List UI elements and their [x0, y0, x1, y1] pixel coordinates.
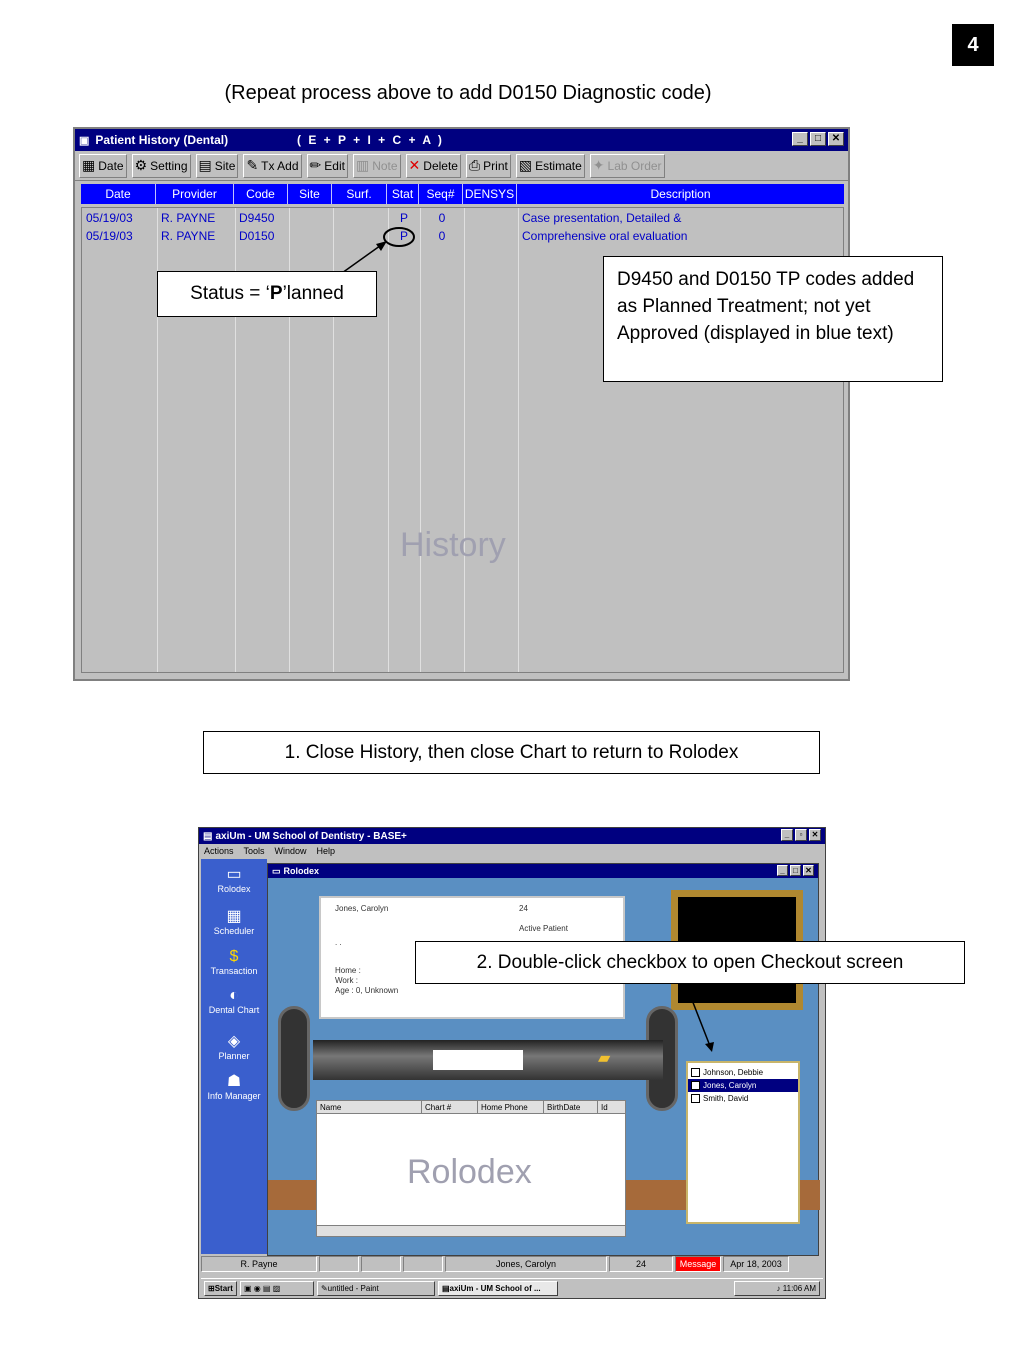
history-toolbar	[75, 151, 848, 181]
sidebar-item-planner[interactable]: ◈ Planner	[201, 1031, 267, 1061]
delete-button[interactable]: ✕ Delete	[406, 154, 461, 178]
sidebar-item-info-manager[interactable]: ☗ Info Manager	[201, 1071, 267, 1101]
edit-button[interactable]: ✏ Edit	[307, 154, 348, 178]
rolodex-window	[267, 863, 819, 1256]
print-button[interactable]: ⎙ Print	[466, 154, 511, 178]
minimize-button[interactable]: _	[792, 132, 808, 146]
cell-seq: 0	[438, 229, 446, 243]
history-formula: ( E + P + I + C + A )	[297, 133, 444, 147]
arrow-line	[685, 982, 710, 1046]
arrow-head	[376, 241, 387, 251]
patient-list	[316, 1100, 626, 1237]
axium-title: axiUm - UM School of Dentistry - BASE+	[215, 830, 407, 842]
folder-icon[interactable]: ▰	[598, 1050, 611, 1067]
cell-code: D9450	[239, 211, 275, 225]
paint-icon: ✎	[320, 1283, 328, 1293]
taskbar-paint[interactable]: ✎untitled - Paint	[317, 1281, 435, 1296]
card-chart-number: 24	[519, 904, 528, 913]
lab-order-button[interactable]: ✦ Lab Order	[590, 154, 665, 178]
history-watermark: History	[400, 526, 506, 564]
name-item-smith[interactable]: Smith, David	[688, 1092, 798, 1105]
calendar-icon: ▦	[82, 157, 96, 173]
menu-actions[interactable]: Actions	[204, 846, 234, 856]
status-message-badge[interactable]: Message	[675, 1256, 721, 1272]
card-patient-status: Active Patient	[519, 924, 568, 933]
card-age: Age : 0, Unknown	[335, 986, 399, 995]
cell-seq: 0	[438, 211, 446, 225]
checkbox-icon[interactable]	[691, 1094, 700, 1103]
status-patient: Jones, Carolyn	[445, 1256, 607, 1272]
axium-window	[198, 827, 826, 1299]
cell-description: Comprehensive oral evaluation	[522, 229, 688, 243]
sidebar-item-scheduler[interactable]: ▦ Scheduler	[201, 906, 267, 936]
column-header-seq[interactable]: Seq#	[419, 184, 463, 204]
tp-codes-callout: D9450 and D0150 TP codes added as Planned Treatment; not yet Approved (displayed in blue text)	[603, 256, 943, 382]
rolodex-left-wheel	[278, 1006, 310, 1111]
axium-app-icon: ▤	[203, 830, 213, 842]
column-header-code[interactable]: Code	[234, 184, 288, 204]
status-date: Apr 18, 2003	[723, 1256, 789, 1272]
cell-date: 05/19/03	[86, 211, 133, 225]
planner-icon: ◈	[227, 1033, 241, 1050]
horizontal-scrollbar[interactable]	[317, 1225, 625, 1236]
rolodex-window-icon: ▭	[272, 865, 281, 876]
status-chart-number: 24	[609, 1256, 673, 1272]
history-grid-header	[81, 184, 844, 204]
cell-date: 05/19/03	[86, 229, 133, 243]
patient-list-header	[317, 1101, 625, 1114]
system-tray	[734, 1281, 820, 1296]
tx-add-button[interactable]: ✎ Tx Add	[243, 154, 301, 178]
status-highlight-circle	[384, 228, 414, 246]
cell-densys	[464, 229, 518, 247]
status-provider: R. Payne	[201, 1256, 317, 1272]
quick-launch-icons[interactable]: ▣ ◉ ▤ ▨	[240, 1281, 314, 1296]
taskbar-axium[interactable]: ▤axiUm - UM School of ...	[438, 1281, 558, 1296]
status-callout: Status = ‘ P ’lanned	[157, 271, 377, 317]
minimize-button[interactable]: _	[777, 865, 788, 876]
column-header-site[interactable]: Site	[288, 184, 332, 204]
column-header-provider[interactable]: Provider	[156, 184, 234, 204]
rolodex-title-bar	[268, 864, 818, 878]
column-header-surf[interactable]: Surf.	[332, 184, 387, 204]
site-icon: ▤	[198, 157, 212, 173]
sidebar-item-dental-chart[interactable]: ◐ Dental Chart	[201, 987, 267, 1015]
taskbar-clock: 11:06 AM	[782, 1283, 816, 1293]
delete-x-icon: ✕	[408, 157, 421, 173]
card-patient-name: Jones, Carolyn	[335, 904, 389, 913]
column-header-description[interactable]: Description	[650, 187, 711, 201]
axium-title-bar	[199, 828, 825, 844]
date-button[interactable]: ▦ Date	[79, 154, 127, 178]
column-header-densys[interactable]: DENSYS	[463, 184, 517, 204]
scheduler-icon: ▦	[226, 908, 242, 925]
rolodex-watermark: Rolodex	[407, 1153, 532, 1191]
rolodex-title: Rolodex	[283, 866, 320, 876]
speaker-icon[interactable]: ♪	[776, 1283, 783, 1293]
arrow-head	[705, 1042, 714, 1052]
tooth-add-icon: ✎	[246, 157, 259, 173]
step1-callout: 1. Close History, then close Chart to return to Rolodex	[203, 731, 820, 774]
cell-code: D0150	[239, 229, 275, 243]
column-header-date[interactable]: Date	[81, 184, 156, 204]
card-work-phone: Work :	[335, 976, 358, 985]
history-title: Patient History (Dental)	[95, 133, 229, 147]
patient-name-box	[686, 1061, 800, 1224]
card-home-phone: Home :	[335, 966, 361, 975]
close-button[interactable]: ✕	[809, 829, 821, 841]
estimate-icon: ▧	[518, 157, 533, 173]
instruction-heading: (Repeat process above to add D0150 Diagnostic code)	[224, 82, 712, 104]
history-row-2[interactable]	[82, 229, 838, 247]
windows-taskbar	[201, 1278, 823, 1297]
history-row-1[interactable]	[82, 211, 838, 229]
rolodex-rod	[313, 1040, 663, 1080]
checkbox-icon[interactable]	[691, 1081, 700, 1090]
cell-description: Case presentation, Detailed &	[522, 211, 682, 225]
list-header-chart[interactable]: Chart #	[422, 1101, 478, 1113]
axium-status-bar	[201, 1256, 823, 1272]
list-header-birthdate[interactable]: BirthDate	[544, 1101, 598, 1113]
sidebar-item-rolodex[interactable]: ▭ Rolodex	[201, 864, 267, 894]
maximize-button[interactable]: □	[810, 132, 826, 146]
axium-sidebar	[201, 859, 267, 1254]
axium-taskbar-icon: ▤	[441, 1283, 450, 1293]
name-item-johnson[interactable]: Johnson, Debbie	[688, 1066, 798, 1079]
column-header-stat[interactable]: Stat	[387, 184, 419, 204]
start-button[interactable]: ⊞Start	[204, 1281, 237, 1296]
rolodex-icon: ▭	[226, 866, 242, 883]
lab-order-icon: ✦	[592, 157, 605, 173]
menu-tools[interactable]: Tools	[243, 846, 265, 856]
history-title-bar	[75, 129, 848, 151]
checkbox-arrow	[680, 980, 720, 1060]
step2-callout: 2. Double-click checkbox to open Checkout screen	[415, 941, 965, 984]
checkbox-icon[interactable]	[691, 1068, 700, 1077]
menu-help[interactable]: Help	[316, 846, 336, 856]
cell-provider: R. PAYNE	[161, 211, 216, 225]
arrow-line	[342, 243, 384, 273]
card-address: . .	[335, 938, 342, 947]
name-item-jones[interactable]: Jones, Carolyn	[688, 1079, 798, 1092]
note-button[interactable]: ▥ Note	[353, 154, 401, 178]
maximize-button[interactable]: □	[790, 865, 801, 876]
list-header-name[interactable]: Name	[317, 1101, 422, 1113]
menu-window[interactable]: Window	[274, 846, 307, 856]
sidebar-item-transaction[interactable]: $ Transaction	[201, 948, 267, 976]
minimize-button[interactable]: _	[781, 829, 793, 841]
close-button[interactable]: ✕	[828, 132, 844, 146]
restore-button[interactable]: ▫	[795, 829, 807, 841]
list-header-home-phone[interactable]: Home Phone	[478, 1101, 544, 1113]
estimate-button[interactable]: ▧ Estimate	[516, 154, 585, 178]
page-number: 4	[952, 24, 994, 66]
pencil-icon: ✏	[309, 157, 322, 173]
cell-stat: P	[399, 229, 408, 243]
dollar-icon: $	[229, 948, 239, 965]
cell-site	[289, 229, 333, 247]
cell-stat: P	[399, 211, 408, 225]
tooth-icon: ◐	[229, 987, 239, 1004]
list-header-id[interactable]: Id	[601, 1103, 608, 1112]
cell-site	[289, 211, 333, 229]
info-manager-icon: ☗	[226, 1073, 242, 1090]
close-button[interactable]: ✕	[803, 865, 814, 876]
patient-history-window	[73, 127, 850, 681]
cell-densys	[464, 211, 518, 229]
printer-icon: ⎙	[468, 157, 481, 173]
site-button[interactable]: ▤ Site	[196, 154, 239, 178]
windows-logo-icon: ⊞	[208, 1283, 215, 1293]
tooth-app-icon: ▣	[79, 134, 90, 147]
note-icon: ▥	[355, 157, 370, 173]
cell-provider: R. PAYNE	[161, 229, 216, 243]
setting-button[interactable]: ⚙ Setting	[132, 154, 191, 178]
axium-menu-bar	[199, 844, 825, 858]
setting-icon: ⚙	[134, 157, 148, 173]
